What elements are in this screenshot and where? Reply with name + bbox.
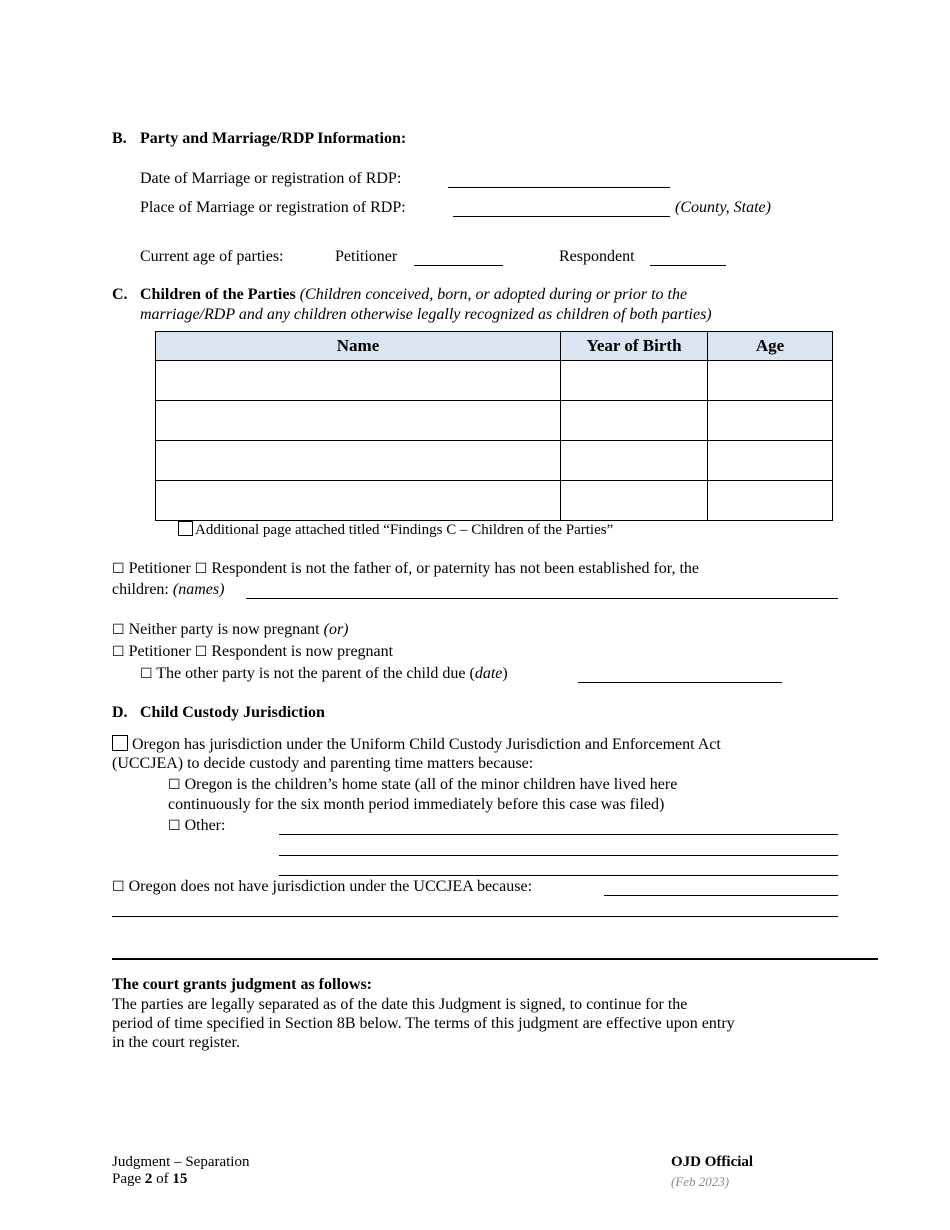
other-parent-label: The other party is not the parent of the child due ( (156, 665, 475, 682)
other-row (168, 817, 225, 835)
due-date-field[interactable] (578, 682, 782, 683)
marriage-date-field[interactable] (448, 187, 670, 188)
child-age-cell[interactable] (708, 361, 833, 401)
no-jurisdiction-checkbox[interactable]: ☐ (112, 879, 125, 895)
respondent-age-field[interactable] (650, 265, 726, 266)
pregnant-petitioner-checkbox[interactable]: ☐ (112, 644, 125, 660)
table-row (156, 441, 833, 481)
table-row (156, 361, 833, 401)
age-label: Current age of parties: (140, 248, 284, 265)
page-current: 2 (144, 1171, 153, 1187)
additional-page-label: Additional page attached titled “Findings C – Children of the Parties” (195, 522, 614, 538)
names-hint: (names) (172, 581, 225, 598)
child-name-cell[interactable] (156, 481, 561, 521)
neither-pregnant-row (112, 621, 349, 639)
judgment-line-1: The parties are legally separated as of the date this Judgment is signed, to continue for the (112, 996, 688, 1013)
other-parent-row (140, 665, 508, 683)
pregnant-petitioner-label: Petitioner (128, 643, 191, 660)
section-c-subheading-1: (Children conceived, born, or adopted during or prior to the (299, 286, 688, 303)
no-jurisdiction-row (112, 878, 532, 896)
section-c-subheading-2: marriage/RDP and any children otherwise legally recognized as children of both parties) (140, 306, 712, 323)
other-checkbox[interactable]: ☐ (168, 818, 181, 834)
footer-doc-title: Judgment – Separation (112, 1154, 250, 1170)
no-jurisdiction-reason-line-1[interactable] (604, 895, 838, 896)
judgment-line-2: period of time specified in Section 8B below. The terms of this judgment are effective upon entry (112, 1015, 735, 1032)
section-divider (112, 958, 878, 960)
pregnant-respondent-label: Respondent is now pregnant (211, 643, 394, 660)
table-row (156, 401, 833, 441)
footer-revision: (Feb 2023) (671, 1174, 730, 1189)
paternity-respondent-checkbox[interactable]: ☐ (194, 561, 208, 577)
child-name-cell[interactable] (156, 441, 561, 481)
home-state-line-2: continuously for the six month period immediately before this case was filed) (168, 796, 665, 813)
oregon-has-line-1: Oregon has jurisdiction under the Uniform Child Custody Jurisdiction and Enforcement Act (132, 736, 721, 753)
paternity-respondent-label: Respondent is not the father of, or paternity has not been established for, the (211, 560, 700, 577)
child-name-cell[interactable] (156, 401, 561, 441)
county-state-hint: (County, State) (675, 199, 771, 216)
footer-page-number (112, 1171, 187, 1188)
table-row (156, 481, 833, 521)
children-table (155, 331, 833, 521)
paternity-names-field[interactable] (246, 598, 838, 599)
judgment-heading: The court grants judgment as follows: (112, 976, 372, 993)
paternity-petitioner-label: Petitioner (128, 560, 191, 577)
paternity-petitioner-checkbox[interactable]: ☐ (112, 561, 125, 577)
section-c-letter: C. (112, 286, 128, 303)
other-label: Other: (184, 817, 226, 834)
child-year-cell[interactable] (561, 481, 708, 521)
marriage-place-label: Place of Marriage or registration of RDP: (140, 199, 406, 216)
no-jurisdiction-label: Oregon does not have jurisdiction under the UCCJEA because: (128, 878, 533, 895)
respondent-age-label: Respondent (559, 248, 635, 265)
child-age-cell[interactable] (708, 441, 833, 481)
child-age-cell[interactable] (708, 401, 833, 441)
home-state-row (168, 776, 677, 794)
marriage-date-label: Date of Marriage or registration of RDP: (140, 170, 402, 187)
section-c-title-line (140, 286, 687, 304)
petitioner-age-field[interactable] (414, 265, 503, 266)
petitioner-age-label: Petitioner (335, 248, 398, 265)
other-reason-line-2[interactable] (279, 855, 838, 856)
child-year-cell[interactable] (561, 441, 708, 481)
oregon-has-jurisdiction-checkbox[interactable] (112, 735, 128, 751)
date-hint: date (474, 665, 503, 682)
other-parent-close: ) (502, 665, 508, 682)
section-c-heading: Children of the Parties (140, 286, 296, 303)
pregnant-row (112, 643, 393, 661)
other-reason-line-3[interactable] (279, 875, 838, 876)
of-word: of (156, 1171, 169, 1187)
other-parent-checkbox[interactable]: ☐ (140, 666, 153, 682)
page-word: Page (112, 1171, 142, 1187)
pregnant-respondent-checkbox[interactable]: ☐ (194, 644, 208, 660)
col-header-age: Age (708, 332, 833, 361)
paternity-row-1 (112, 560, 699, 578)
section-d-letter: D. (112, 704, 128, 721)
oregon-has-row (112, 735, 721, 754)
additional-page-checkbox[interactable] (178, 521, 193, 536)
page-total: 15 (172, 1171, 188, 1187)
neither-pregnant-label: Neither party is now pregnant (128, 621, 320, 638)
child-age-cell[interactable] (708, 481, 833, 521)
or-label: (or) (323, 621, 349, 638)
other-reason-line-1[interactable] (279, 834, 838, 835)
neither-pregnant-checkbox[interactable]: ☐ (112, 622, 125, 638)
child-year-cell[interactable] (561, 361, 708, 401)
no-jurisdiction-reason-line-2[interactable] (112, 916, 838, 917)
paternity-row-2 (112, 581, 224, 599)
children-label: children: (112, 581, 169, 598)
oregon-has-line-2: (UCCJEA) to decide custody and parenting time matters because: (112, 755, 534, 772)
additional-page-row (178, 521, 613, 539)
home-state-checkbox[interactable]: ☐ (168, 777, 181, 793)
footer-official: OJD Official (671, 1154, 754, 1170)
section-b-heading: Party and Marriage/RDP Information: (140, 130, 407, 147)
section-b-letter: B. (112, 130, 127, 147)
section-d-heading: Child Custody Jurisdiction (140, 704, 325, 721)
col-header-year: Year of Birth (561, 332, 708, 361)
child-name-cell[interactable] (156, 361, 561, 401)
child-year-cell[interactable] (561, 401, 708, 441)
marriage-place-field[interactable] (453, 216, 670, 217)
judgment-line-3: in the court register. (112, 1034, 240, 1051)
col-header-name: Name (156, 332, 561, 361)
home-state-line-1: Oregon is the children’s home state (all of the minor children have lived here (184, 776, 678, 793)
